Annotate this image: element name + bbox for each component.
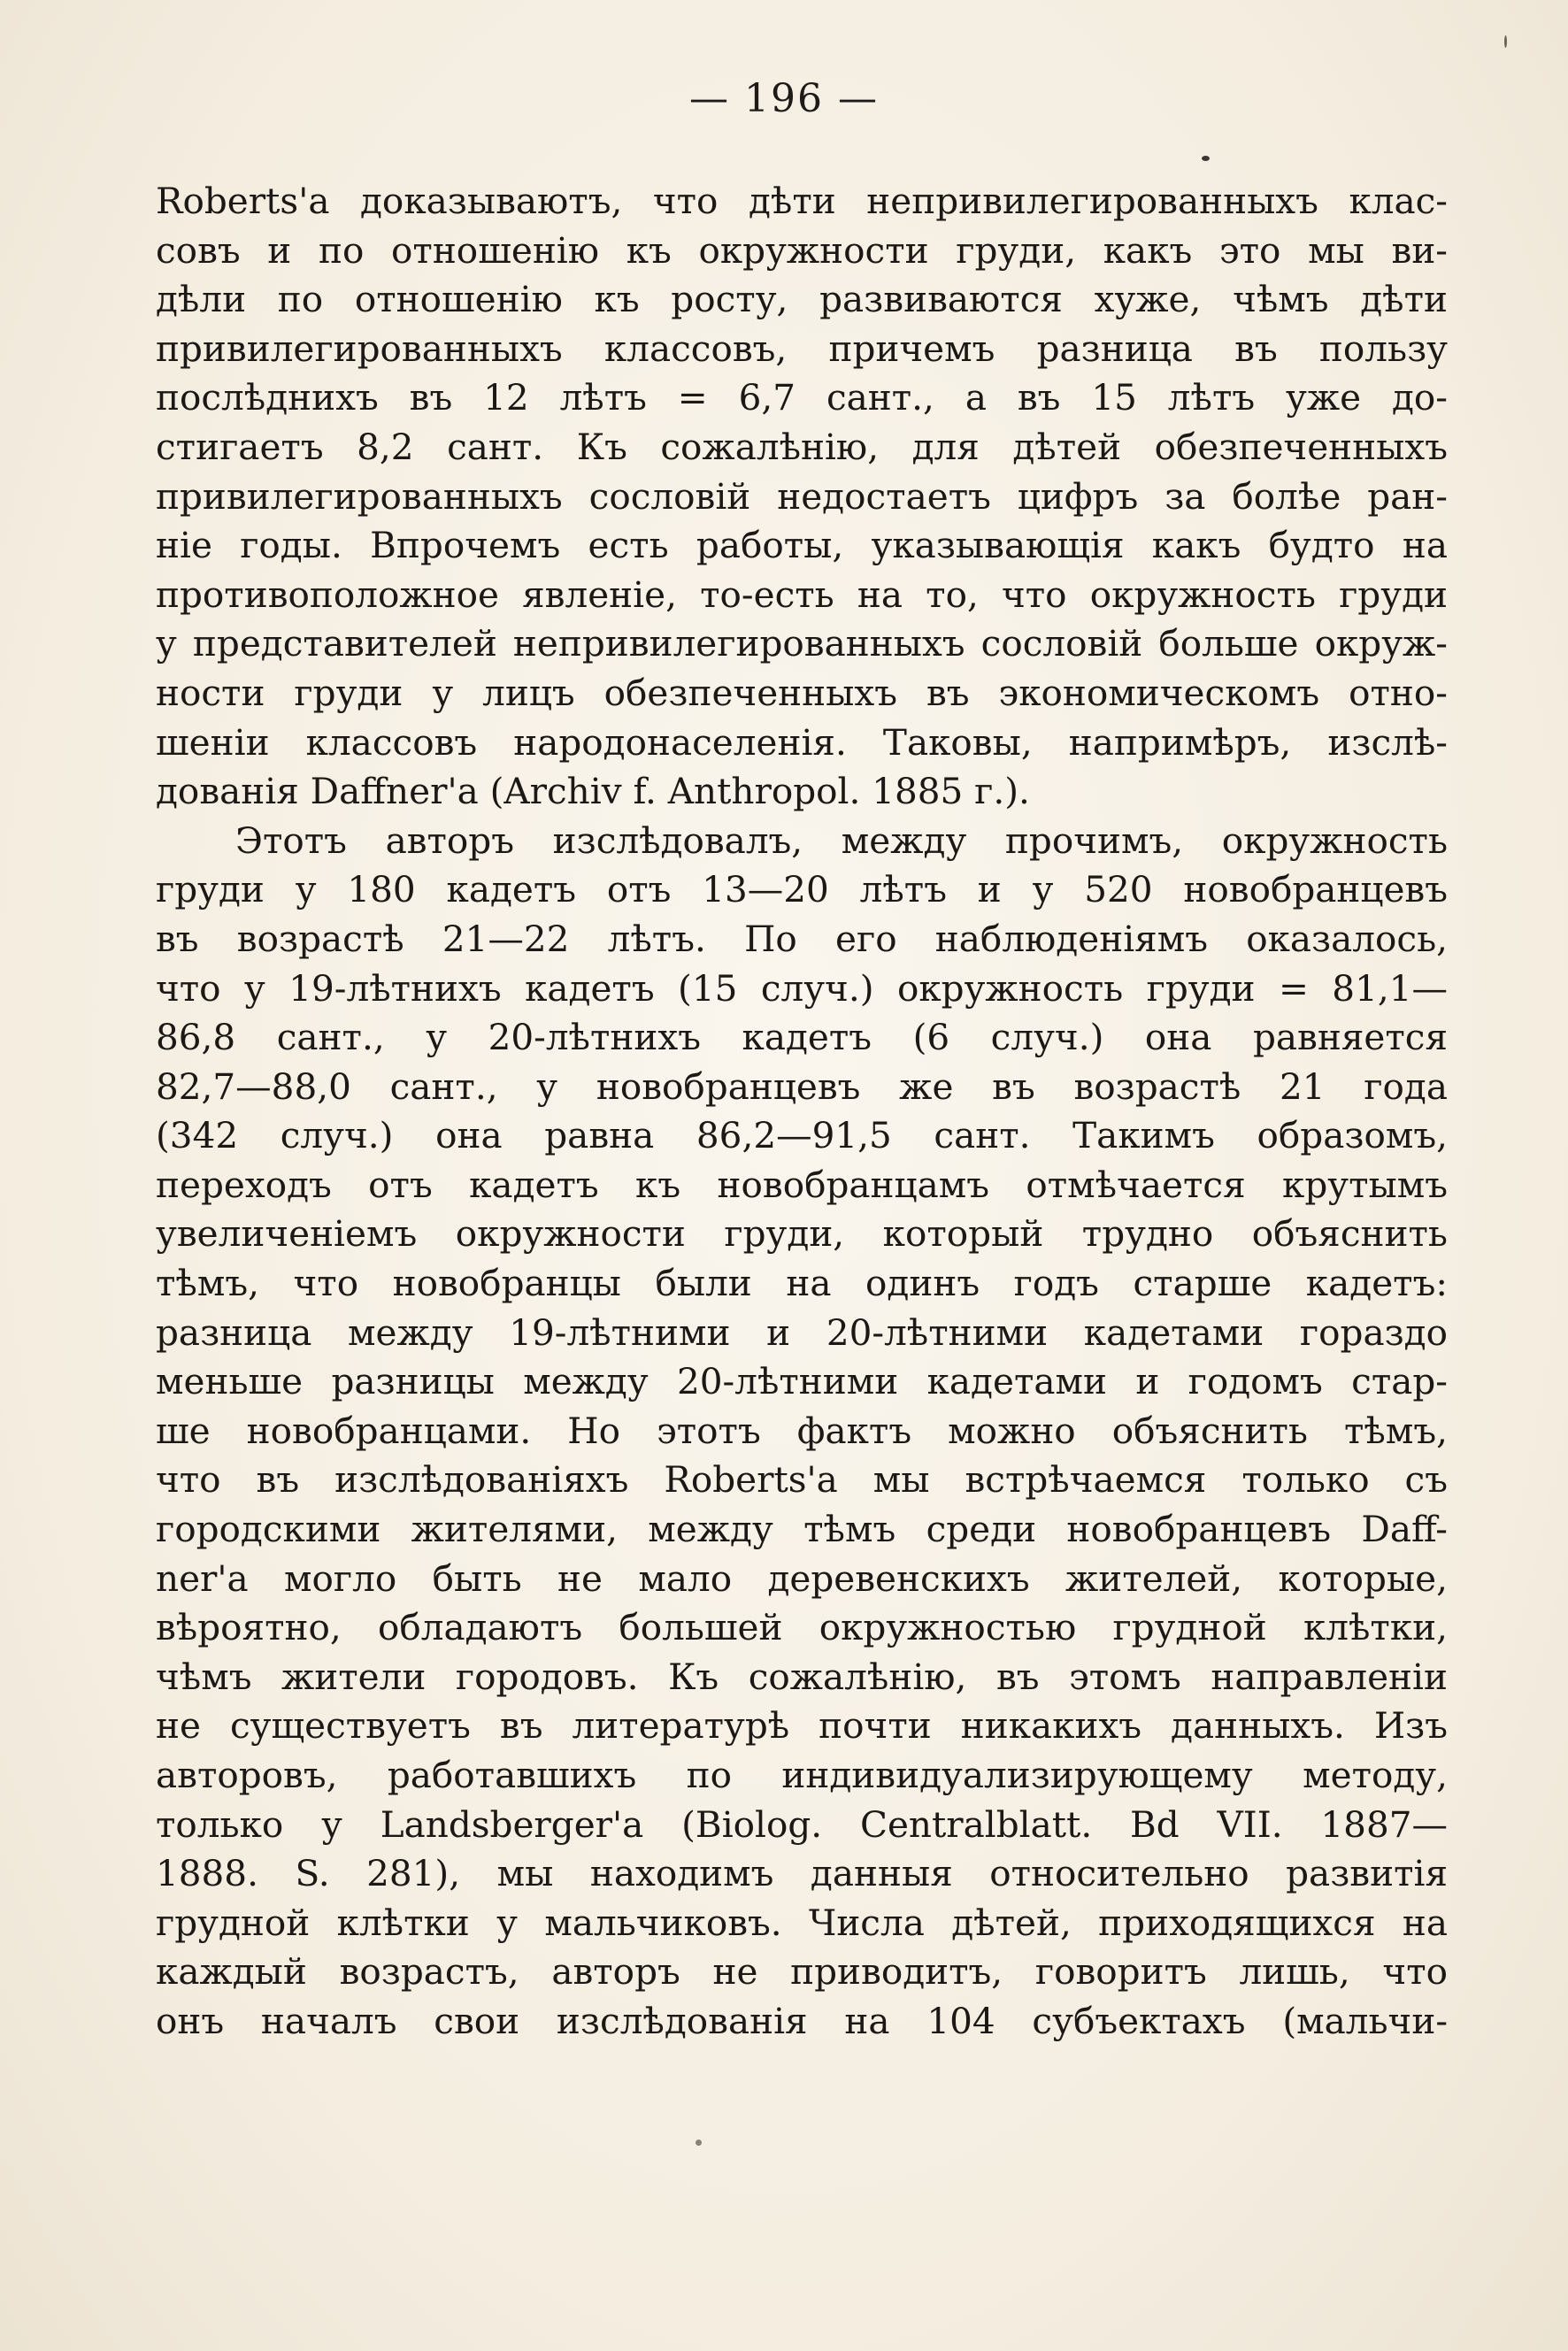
text-line: противоположное явленіе, то-есть на то, что окружность груди [156,572,1448,616]
text-line: меньше разницы между 20-лѣтними кадетами и годомъ стар- [156,1360,1448,1403]
text-line: переходъ отъ кадетъ къ новобранцамъ отмѣчается крутымъ [156,1163,1448,1206]
text-line: привилегированныхъ классовъ, причемъ разница въ пользу [156,327,1448,370]
text-line: ner'а могло быть не мало деревенскихъ жителей, которые, [156,1556,1448,1600]
text-line: только у Landsberger'а (Biolog. Centralblatt. Bd VII. 1887— [156,1802,1448,1846]
text-line: ности груди у лицъ обезпеченныхъ въ экономическомъ отно- [156,671,1448,714]
ink-speck [696,2140,702,2146]
text-line: 82,7—88,0 сант., у новобранцевъ же въ возрастѣ 21 года [156,1064,1448,1108]
text-line: дованія Daffner'а (Archiv f. Anthropol. 1885 г.). [156,770,1030,813]
text-line: разница между 19-лѣтними и 20-лѣтними кадетами гораздо [156,1310,1448,1354]
text-line: привилегированныхъ сословій недостаетъ цифръ за болѣе ран- [156,474,1448,518]
text-line: грудной клѣтки у мальчиковъ. Числа дѣтей, приходящихся на [156,1901,1448,1944]
text-line: стигаетъ 8,2 сант. Къ сожалѣнію, для дѣтей обезпеченныхъ [156,425,1448,468]
text-line: у представителей непривилегированныхъ сословій больше окруж- [156,622,1448,665]
text-line: 1888. S. 281), мы находимъ данныя относительно развитія [156,1852,1448,1895]
text-line: дѣли по отношенію къ росту, развиваются хуже, чѣмъ дѣти [156,278,1448,321]
text-line: 86,8 сант., у 20-лѣтнихъ кадетъ (6 случ.) она равняется [156,1016,1448,1059]
text-line: Этотъ авторъ изслѣдовалъ, между прочимъ, окружность [235,818,1448,862]
text-line: увеличеніемъ окружности груди, который трудно объяснить [156,1212,1448,1256]
text-line: чѣмъ жители городовъ. Къ сожалѣнію, въ этомъ направленіи [156,1655,1448,1698]
text-line: онъ началъ свои изслѣдованія на 104 субъектахъ (мальчи- [156,1999,1448,2042]
text-line: что у 19-лѣтнихъ кадетъ (15 случ.) окружность груди = 81,1— [156,966,1448,1010]
text-line: что въ изслѣдованіяхъ Roberts'а мы встрѣчаемся только съ [156,1458,1448,1502]
text-line: шеніи классовъ народонаселенія. Таковы, напримѣръ, изслѣ- [156,720,1448,764]
text-line: въ возрастѣ 21—22 лѣтъ. По его наблюденіямъ оказалось, [156,917,1448,960]
page-number: — 196 — [689,76,879,121]
ink-speck [1504,35,1507,48]
text-line: городскими жителями, между тѣмъ среди новобранцевъ Daff- [156,1508,1448,1551]
text-line: совъ и по отношенію къ окружности груди, какъ это мы ви- [156,228,1448,272]
text-line: ше новобранцами. Но этотъ фактъ можно объяснить тѣмъ, [156,1409,1448,1452]
text-line: послѣднихъ въ 12 лѣтъ = 6,7 сант., а въ 15 лѣтъ уже до- [156,376,1448,419]
text-line: груди у 180 кадетъ отъ 13—20 лѣтъ и у 520 новобранцевъ [156,868,1448,911]
text-line: авторовъ, работавшихъ по индивидуализирующему методу, [156,1754,1448,1796]
text-line: ніе годы. Впрочемъ есть работы, указывающія какъ будто на [156,524,1448,567]
text-line: каждый возрастъ, авторъ не приводитъ, говоритъ лишь, что [156,1950,1448,1994]
text-line: тѣмъ, что новобранцы были на одинъ годъ старше кадетъ: [156,1262,1448,1305]
text-line: вѣроятно, обладаютъ большей окружностью грудной клѣтки, [156,1606,1448,1649]
ink-speck [1202,156,1210,161]
text-line: не существуетъ въ литературѣ почти никакихъ данныхъ. Изъ [156,1704,1448,1748]
text-line: (342 случ.) она равна 86,2—91,5 сант. Такимъ образомъ, [156,1114,1448,1157]
text-line: Roberts'а доказываютъ, что дѣти непривилегированныхъ клас- [156,180,1448,222]
body-text [156,177,1448,2047]
